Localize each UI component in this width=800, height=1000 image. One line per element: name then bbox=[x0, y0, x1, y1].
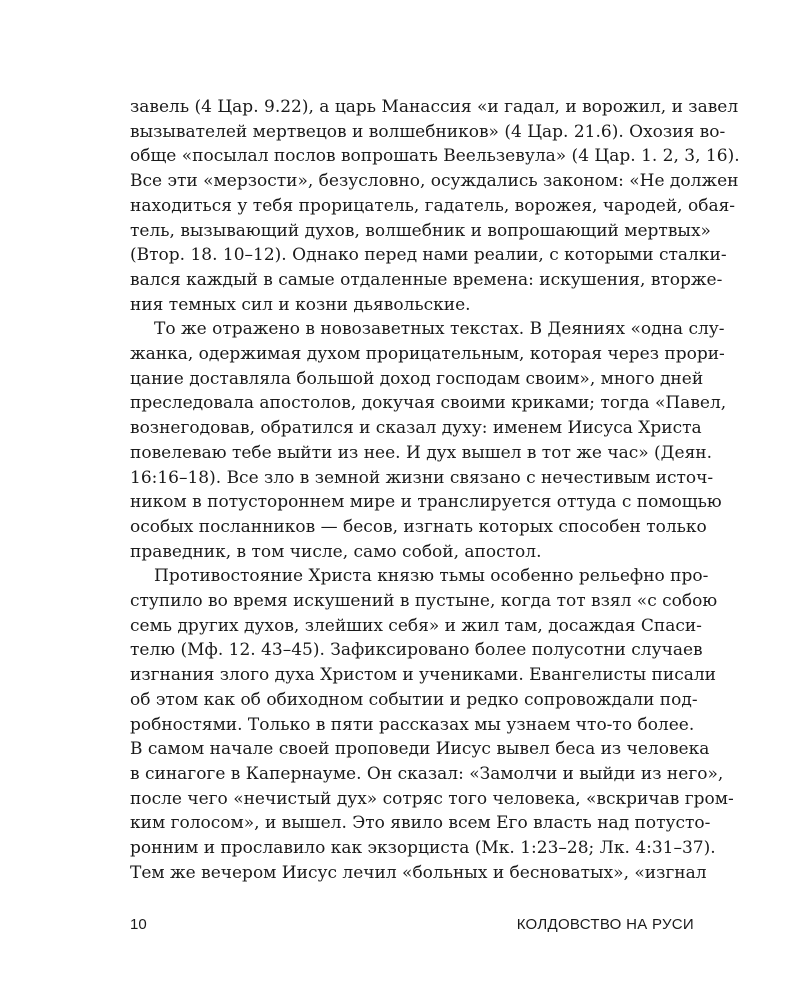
text-line: ступило во время искушений в пустыне, когда тот взял «с собою bbox=[130, 591, 718, 612]
text-line: повелеваю тебе выйти из нее. И дух вышел в тот же час» (Деян. bbox=[130, 442, 713, 463]
paragraph-2 bbox=[130, 317, 727, 564]
text-line: преследовала апостолов, докучая своими криками; тогда «Павел, bbox=[130, 393, 727, 414]
text-line: ником в потустороннем мире и транслируется оттуда с помощью bbox=[130, 492, 722, 513]
running-title: КОЛДОВСТВО НА РУСИ bbox=[516, 916, 694, 933]
text-line: находиться у тебя прорицатель, гадатель, ворожея, чародей, обая- bbox=[130, 195, 736, 216]
text-line: В самом начале своей проповеди Иисус вывел беса из человека bbox=[130, 739, 710, 760]
text-line: изгнания злого духа Христом и учениками. Евангелисты писали bbox=[130, 665, 716, 686]
text-line: Тем же вечером Иисус лечил «больных и бесноватых», «изгнал bbox=[130, 862, 707, 883]
text-line: 16:16–18). Все зло в земной жизни связано с нечестивым источ- bbox=[130, 467, 714, 488]
text-line: ния темных сил и козни дьявольские. bbox=[130, 294, 471, 315]
text-line: завель (4 Цар. 9.22), а царь Манассия «и гадал, и ворожил, и завел bbox=[130, 97, 739, 117]
text-line: жанка, одержимая духом прорицательным, которая через прори- bbox=[130, 344, 725, 365]
paragraph-1 bbox=[130, 95, 740, 317]
text-line: телю (Мф. 12. 43–45). Зафиксировано более полусотни случаев bbox=[130, 640, 703, 661]
text-line: (Втор. 18. 10–12). Однако перед нами реалии, с которыми сталки- bbox=[130, 245, 727, 266]
text-line: робностями. Только в пяти рассказах мы узнаем что-то более. bbox=[130, 714, 695, 735]
page-number: 10 bbox=[130, 916, 147, 933]
text-line: после чего «нечистый дух» сотряс того человека, «вскричав гром- bbox=[130, 788, 734, 809]
text-line: об этом как об обиходном событии и редко сопровождали под- bbox=[130, 689, 698, 710]
text-line: в синагоге в Капернауме. Он сказал: «Замолчи и выйди из него», bbox=[130, 763, 724, 784]
text-line: тель, вызывающий духов, волшебник и вопрошающий мертвых» bbox=[130, 220, 711, 241]
text-line: То же отражено в новозаветных текстах. В Деяниях «одна слу- bbox=[154, 319, 725, 340]
text-line: ронним и прославило как экзорциста (Мк. 1:23–28; Лк. 4:31–37). bbox=[130, 838, 716, 859]
text-line: обще «посылал послов вопрошать Веельзевула» (4 Цар. 1. 2, 3, 16). bbox=[130, 146, 740, 167]
page-footer bbox=[130, 916, 694, 938]
text-line: особых посланников — бесов, изгнать которых способен только bbox=[130, 516, 707, 537]
text-line: вался каждый в самые отдаленные времена: искушения, вторже- bbox=[130, 269, 723, 290]
text-line: семь других духов, злейших себя» и жил там, досаждая Спаси- bbox=[130, 615, 702, 636]
text-line: вознегодовав, обратился и сказал духу: именем Иисуса Христа bbox=[130, 418, 702, 439]
body-text bbox=[130, 95, 740, 886]
paragraph-3 bbox=[130, 564, 734, 885]
text-line: ким голосом», и вышел. Это явило всем Его власть над потусто- bbox=[130, 813, 711, 834]
text-line: Все эти «мерзости», безусловно, осуждались законом: «Не должен bbox=[130, 171, 739, 192]
text-line: праведник, в том числе, само собой, апостол. bbox=[130, 541, 542, 562]
text-line: вызывателей мертвецов и волшебников» (4 Цар. 21.6). Охозия во- bbox=[130, 121, 726, 142]
text-line: цание доставляла большой доход господам своим», много дней bbox=[130, 368, 704, 389]
text-line: Противостояние Христа князю тьмы особенно рельефно про- bbox=[154, 566, 709, 587]
